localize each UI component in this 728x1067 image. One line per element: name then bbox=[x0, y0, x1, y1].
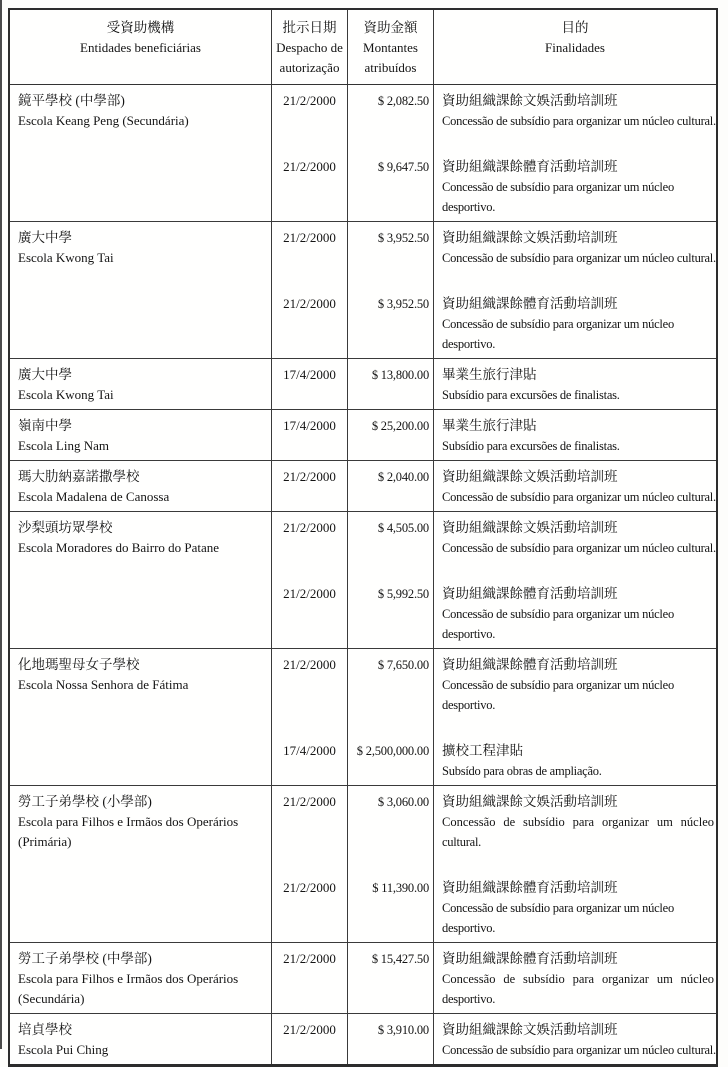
entity-name-pt: Escola Madalena de Canossa bbox=[18, 489, 170, 504]
entity-name-pt: Escola Nossa Senhora de Fátima bbox=[18, 677, 189, 692]
purpose-zh: 資助組織課餘文娛活動培訓班 bbox=[442, 469, 618, 484]
entity-name-zh: 瑪大肋納嘉諾撒學校 bbox=[18, 469, 140, 484]
authorization-date-cell: 21/2/2000 bbox=[272, 578, 348, 648]
entity-cell bbox=[10, 649, 272, 785]
table-row bbox=[10, 85, 716, 221]
entity-name-zh: 嶺南中學 bbox=[18, 418, 72, 433]
purpose-pt-line: cultural. bbox=[442, 835, 482, 849]
amount-cell: $ 15,427.50 bbox=[348, 943, 434, 1013]
purpose-zh: 資助組織課餘文娛活動培訓班 bbox=[442, 93, 618, 108]
entity-name-pt: Escola para Filhos e Irmãos dos Operários bbox=[18, 814, 239, 829]
authorization-date-cell: 21/2/2000 bbox=[272, 786, 348, 872]
purpose-pt-line: Subsído para obras de ampliação. bbox=[442, 764, 602, 778]
table-row bbox=[10, 785, 716, 942]
purpose-zh: 資助組織課餘體育活動培訓班 bbox=[442, 586, 618, 601]
purpose-zh: 資助組織課餘體育活動培訓班 bbox=[442, 159, 618, 174]
purpose-pt-line: Subsídio para excursões de finalistas. bbox=[442, 388, 620, 402]
purpose-pt-line: Concessão de subsídio para organizar um núcleo bbox=[442, 815, 714, 829]
authorization-date-cell: 17/4/2000 bbox=[272, 410, 348, 460]
purpose-pt-line: Concessão de subsídio para organizar um núcleo cultural. bbox=[442, 490, 716, 504]
purpose-pt-line: desportivo. bbox=[442, 992, 496, 1006]
purpose-cell bbox=[434, 151, 716, 221]
purpose-pt-line: desportivo. bbox=[442, 200, 496, 214]
purpose-pt-line: Concessão de subsídio para organizar um núcleo bbox=[442, 678, 674, 692]
entity-name-zh: 勞工子弟學校 (中學部) bbox=[18, 951, 152, 966]
amount-cell: $ 2,082.50 bbox=[348, 85, 434, 151]
amount-cell: $ 4,505.00 bbox=[348, 512, 434, 578]
purpose-cell bbox=[434, 786, 716, 872]
header-entity-zh: 受資助機構 bbox=[106, 20, 175, 35]
purpose-pt-line: Concessão de subsídio para organizar um núcleo cultural. bbox=[442, 1043, 716, 1057]
entity-name-pt: Escola Ling Nam bbox=[18, 438, 109, 453]
purpose-pt-line: Concessão de subsídio para organizar um núcleo cultural. bbox=[442, 251, 716, 265]
purpose-zh: 資助組織課餘體育活動培訓班 bbox=[442, 296, 618, 311]
purpose-zh: 畢業生旅行津貼 bbox=[442, 367, 537, 382]
entity-name-pt: Escola Pui Ching bbox=[18, 1042, 109, 1057]
entity-name-zh: 廣大中學 bbox=[18, 230, 72, 245]
header-entity bbox=[10, 10, 272, 84]
purpose-pt-line: Concessão de subsídio para organizar um núcleo bbox=[442, 972, 714, 986]
header-purpose-pt: Finalidades bbox=[545, 40, 605, 55]
table-row bbox=[10, 942, 716, 1013]
purpose-pt-line: Concessão de subsídio para organizar um núcleo bbox=[442, 317, 674, 331]
header-amount-pt-line2: atribuídos bbox=[364, 60, 417, 75]
purpose-pt-line: desportivo. bbox=[442, 627, 496, 641]
header-date bbox=[272, 10, 348, 84]
scan-edge-artifact bbox=[0, 0, 2, 1049]
table-header-row bbox=[10, 10, 716, 85]
purpose-cell bbox=[434, 735, 716, 785]
purpose-pt-line: desportivo. bbox=[442, 921, 496, 935]
authorization-date-cell: 21/2/2000 bbox=[272, 85, 348, 151]
header-amount bbox=[348, 10, 434, 84]
purpose-zh: 資助組織課餘體育活動培訓班 bbox=[442, 951, 618, 966]
authorization-date-cell: 21/2/2000 bbox=[272, 649, 348, 735]
purpose-cell bbox=[434, 943, 716, 1013]
purpose-pt-line: Concessão de subsídio para organizar um núcleo cultural. bbox=[442, 541, 716, 555]
header-purpose bbox=[434, 10, 716, 84]
table-body bbox=[10, 85, 716, 1064]
amount-cell: $ 5,992.50 bbox=[348, 578, 434, 648]
entity-name-zh: 培貞學校 bbox=[18, 1022, 72, 1037]
authorization-date-cell: 21/2/2000 bbox=[272, 461, 348, 511]
entity-cell bbox=[10, 943, 272, 1013]
purpose-pt-line: desportivo. bbox=[442, 698, 496, 712]
amount-cell: $ 9,647.50 bbox=[348, 151, 434, 221]
subsidy-table bbox=[8, 8, 718, 1067]
purpose-cell bbox=[434, 288, 716, 358]
header-purpose-zh: 目的 bbox=[561, 20, 589, 35]
purpose-cell bbox=[434, 578, 716, 648]
amount-cell: $ 25,200.00 bbox=[348, 410, 434, 460]
entity-name-zh: 化地瑪聖母女子學校 bbox=[18, 657, 140, 672]
amount-cell: $ 11,390.00 bbox=[348, 872, 434, 942]
header-amount-pt-line1: Montantes bbox=[363, 40, 418, 55]
purpose-pt-line: Concessão de subsídio para organizar um núcleo bbox=[442, 607, 674, 621]
purpose-pt-line: Subsídio para excursões de finalistas. bbox=[442, 439, 620, 453]
purpose-cell bbox=[434, 222, 716, 288]
purpose-zh: 資助組織課餘文娛活動培訓班 bbox=[442, 520, 618, 535]
entity-cell bbox=[10, 786, 272, 942]
authorization-date-cell: 21/2/2000 bbox=[272, 222, 348, 288]
entity-name-pt: (Secundária) bbox=[18, 991, 85, 1006]
entity-name-zh: 廣大中學 bbox=[18, 367, 72, 382]
entity-name-zh: 勞工子弟學校 (小學部) bbox=[18, 794, 152, 809]
header-date-zh: 批示日期 bbox=[282, 20, 337, 35]
table-row bbox=[10, 648, 716, 785]
purpose-pt-line: desportivo. bbox=[442, 337, 496, 351]
amount-cell: $ 3,952.50 bbox=[348, 222, 434, 288]
amount-cell: $ 7,650.00 bbox=[348, 649, 434, 735]
purpose-cell bbox=[434, 359, 716, 409]
amount-cell: $ 3,060.00 bbox=[348, 786, 434, 872]
entity-name-pt: (Primária) bbox=[18, 834, 72, 849]
purpose-cell bbox=[434, 410, 716, 460]
entity-cell bbox=[10, 1014, 272, 1064]
purpose-zh: 資助組織課餘文娛活動培訓班 bbox=[442, 794, 618, 809]
authorization-date-cell: 17/4/2000 bbox=[272, 735, 348, 785]
purpose-cell bbox=[434, 461, 716, 511]
entity-cell bbox=[10, 410, 272, 460]
amount-cell: $ 13,800.00 bbox=[348, 359, 434, 409]
purpose-pt-line: Concessão de subsídio para organizar um núcleo bbox=[442, 901, 674, 915]
purpose-cell bbox=[434, 512, 716, 578]
entity-name-zh: 沙梨頭坊眾學校 bbox=[18, 520, 113, 535]
purpose-zh: 資助組織課餘文娛活動培訓班 bbox=[442, 230, 618, 245]
amount-cell: $ 3,952.50 bbox=[348, 288, 434, 358]
purpose-zh: 資助組織課餘體育活動培訓班 bbox=[442, 880, 618, 895]
authorization-date-cell: 21/2/2000 bbox=[272, 288, 348, 358]
amount-cell: $ 3,910.00 bbox=[348, 1014, 434, 1064]
purpose-cell bbox=[434, 872, 716, 942]
authorization-date-cell: 21/2/2000 bbox=[272, 1014, 348, 1064]
table-row bbox=[10, 1013, 716, 1064]
entity-cell bbox=[10, 85, 272, 221]
entity-cell bbox=[10, 461, 272, 511]
table-row bbox=[10, 460, 716, 511]
amount-cell: $ 2,040.00 bbox=[348, 461, 434, 511]
purpose-cell bbox=[434, 1014, 716, 1064]
table-row bbox=[10, 511, 716, 648]
entity-name-pt: Escola para Filhos e Irmãos dos Operários bbox=[18, 971, 239, 986]
amount-cell: $ 2,500,000.00 bbox=[348, 735, 434, 785]
purpose-zh: 畢業生旅行津貼 bbox=[442, 418, 537, 433]
authorization-date-cell: 21/2/2000 bbox=[272, 151, 348, 221]
authorization-date-cell: 17/4/2000 bbox=[272, 359, 348, 409]
entity-name-pt: Escola Kwong Tai bbox=[18, 250, 114, 265]
entity-name-zh: 鏡平學校 (中學部) bbox=[18, 93, 125, 108]
entity-cell bbox=[10, 512, 272, 648]
entity-name-pt: Escola Kwong Tai bbox=[18, 387, 114, 402]
table-row bbox=[10, 221, 716, 358]
authorization-date-cell: 21/2/2000 bbox=[272, 943, 348, 1013]
header-date-pt-line2: autorização bbox=[279, 60, 340, 75]
purpose-pt-line: Concessão de subsídio para organizar um núcleo bbox=[442, 180, 674, 194]
purpose-zh: 資助組織課餘體育活動培訓班 bbox=[442, 657, 618, 672]
purpose-zh: 擴校工程津貼 bbox=[442, 743, 523, 758]
purpose-cell bbox=[434, 649, 716, 735]
authorization-date-cell: 21/2/2000 bbox=[272, 512, 348, 578]
authorization-date-cell: 21/2/2000 bbox=[272, 872, 348, 942]
entity-name-pt: Escola Moradores do Bairro do Patane bbox=[18, 540, 220, 555]
entity-name-pt: Escola Keang Peng (Secundária) bbox=[18, 113, 189, 128]
purpose-cell bbox=[434, 85, 716, 151]
entity-cell bbox=[10, 359, 272, 409]
table-row bbox=[10, 409, 716, 460]
header-entity-pt: Entidades beneficiárias bbox=[80, 40, 201, 55]
purpose-pt-line: Concessão de subsídio para organizar um núcleo cultural. bbox=[442, 114, 716, 128]
entity-cell bbox=[10, 222, 272, 358]
purpose-zh: 資助組織課餘文娛活動培訓班 bbox=[442, 1022, 618, 1037]
table-row bbox=[10, 358, 716, 409]
header-amount-zh: 資助金額 bbox=[363, 20, 418, 35]
header-date-pt-line1: Despacho de bbox=[276, 40, 343, 55]
